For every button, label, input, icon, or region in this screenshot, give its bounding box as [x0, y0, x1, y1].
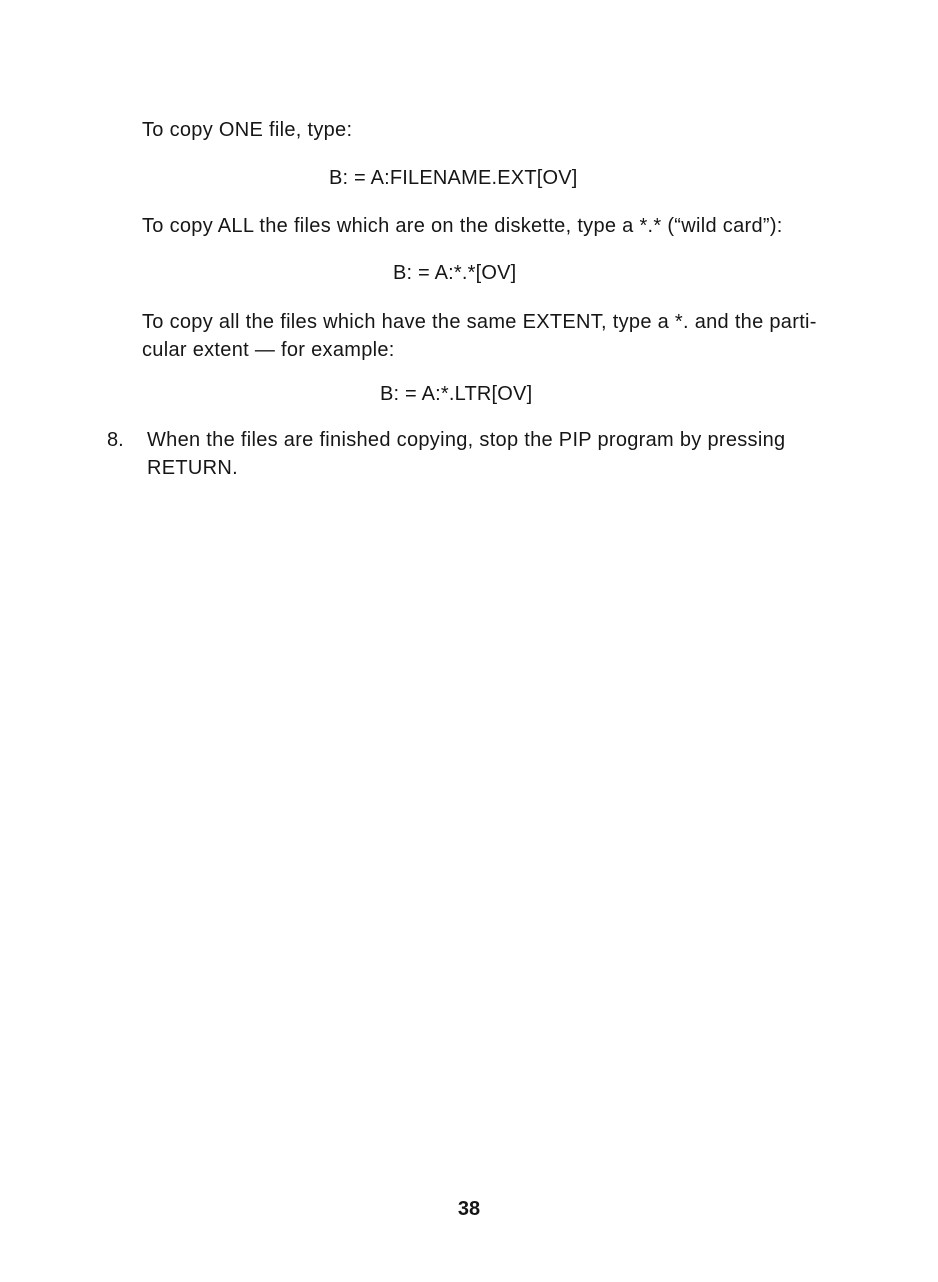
- list-item-line1: When the files are finished copying, stop the PIP program by pressing: [147, 429, 786, 451]
- command-copy-one-file: B: = A:FILENAME.EXT[OV]: [329, 167, 578, 189]
- instruction-copy-one-file: To copy ONE file, type:: [142, 119, 353, 141]
- command-copy-all-files: B: = A:*.*[OV]: [393, 262, 517, 284]
- list-item-text: [147, 426, 847, 482]
- instruction-copy-same-extent-line1: To copy all the files which have the same EXTENT, type a *. and the parti-: [142, 311, 817, 333]
- list-item-line2: RETURN.: [147, 457, 238, 479]
- page-number: 38: [457, 1198, 481, 1220]
- instruction-copy-all-files: To copy ALL the files which are on the diskette, type a *.* (“wild card”):: [142, 215, 783, 237]
- list-item-number: 8.: [107, 429, 124, 451]
- command-copy-same-extent: B: = A:*.LTR[OV]: [380, 383, 533, 405]
- instruction-copy-same-extent-line2: cular extent — for example:: [142, 339, 395, 361]
